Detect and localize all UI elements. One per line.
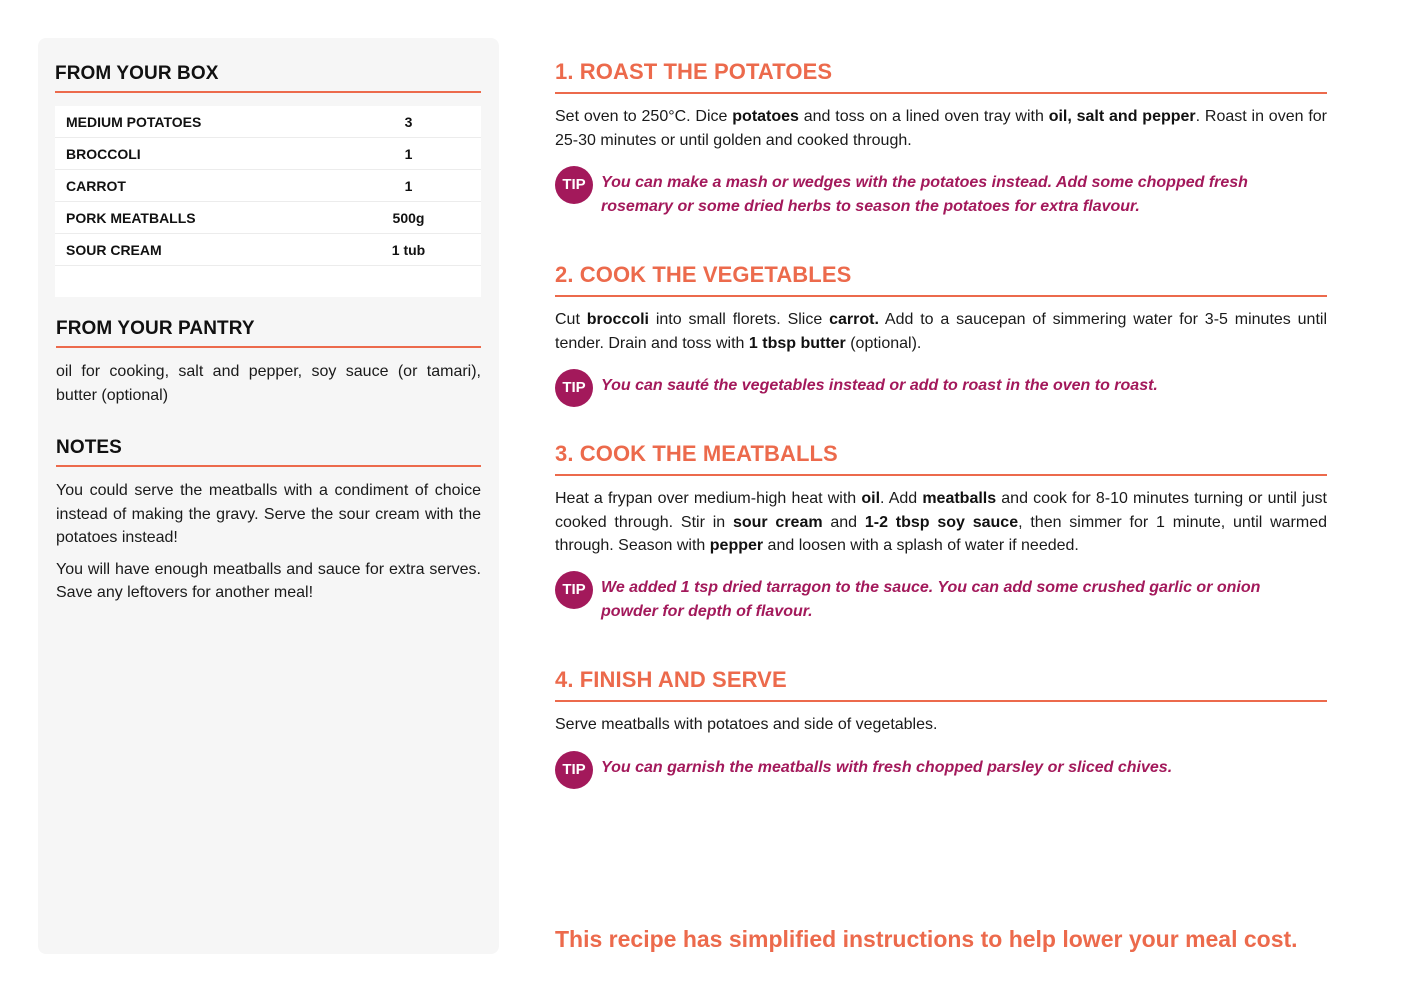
bold-ingredient-text: meatballs: [922, 490, 997, 507]
bold-ingredient-text: 1 tbsp butter: [748, 334, 846, 352]
footer-note: This recipe has simplified instructions to help lower your meal cost.: [555, 926, 1298, 952]
tip-text: You can make a mash or wedges with the potatoes instead. Add some chopped fresh rosemary or some dried herbs to season the potatoes for extra flavour.: [601, 174, 1248, 215]
table-row: [55, 202, 481, 234]
tip-text: You can garnish the meatballs with fresh chopped parsley or sliced chives.: [601, 759, 1173, 776]
ingredient-quantity: 500g: [336, 202, 481, 234]
table-row: [55, 138, 481, 170]
instruction-text: and cook for 8-10 minutes turning or until just cooked through. Stir in: [555, 490, 1328, 531]
instruction-text: (optional).: [845, 334, 922, 352]
tip-icon: TIP: [555, 571, 593, 609]
bold-ingredient-text: oil, salt and pepper: [1048, 108, 1196, 125]
ingredient-quantity: 1: [336, 170, 481, 202]
step-2-heading: 2. COOK THE VEGETABLES: [555, 262, 1327, 297]
instruction-text: Set oven to 250°C. Dice: [555, 108, 733, 125]
step-2-body: [555, 308, 1327, 355]
bold-ingredient-text: broccoli: [586, 311, 649, 328]
instruction-text: and: [822, 513, 865, 531]
pantry-items: oil for cooking, salt and pepper, soy sauce (or tamari), butter (optional): [56, 363, 481, 404]
from-your-box-heading: FROM YOUR BOX: [55, 63, 481, 93]
ingredient-name: MEDIUM POTATOES: [55, 106, 336, 138]
instruction-text: into small florets. Slice: [649, 311, 830, 328]
step-4-heading: 4. FINISH AND SERVE: [555, 667, 1327, 702]
ingredient-quantity: 1 tub: [336, 234, 481, 266]
tip-text: You can sauté the vegetables instead or add to roast in the oven to roast.: [601, 377, 1158, 394]
from-your-pantry-heading: FROM YOUR PANTRY: [56, 318, 481, 348]
ingredient-name: SOUR CREAM: [55, 234, 336, 266]
notes-text: [56, 479, 481, 613]
notes-paragraph: You will have enough meatballs and sauce for extra serves. Save any leftovers for another meal!: [56, 560, 481, 601]
bold-ingredient-text: carrot.: [829, 311, 879, 328]
ingredient-name: PORK MEATBALLS: [55, 202, 336, 234]
table-row: [55, 234, 481, 266]
tip-text: We added 1 tsp dried tarragon to the sauce. You can add some crushed garlic or onion powder for depth of flavour.: [601, 579, 1261, 620]
bold-ingredient-text: potatoes: [732, 108, 799, 125]
table-row: [55, 170, 481, 202]
pantry-text: [56, 360, 481, 415]
step-3-body: [555, 487, 1327, 558]
instruction-text: Cut: [555, 311, 587, 328]
ingredient-name: CARROT: [55, 170, 336, 202]
step-4-body: [555, 713, 1327, 737]
step-3-heading: 3. COOK THE MEATBALLS: [555, 441, 1327, 476]
empty-cell: [55, 266, 336, 298]
instruction-text: Heat a frypan over medium-high heat with: [555, 490, 862, 507]
instruction-text: . Roast in oven for 25-30 minutes or until golden and cooked through.: [555, 108, 1327, 149]
bold-ingredient-text: 1-2 tbsp soy sauce: [864, 513, 1019, 531]
table-row: [55, 106, 481, 138]
ingredients-table: [55, 106, 481, 297]
notes-paragraph: You could serve the meatballs with a condiment of choice instead of making the gravy. Serve the sour cream with the potatoes instead!: [56, 482, 481, 546]
ingredient-quantity: 3: [336, 106, 481, 138]
ingredient-name: BROCCOLI: [55, 138, 336, 170]
tip-icon: TIP: [555, 751, 593, 789]
instruction-text: . Add: [880, 490, 923, 507]
instruction-text: Serve meatballs with potatoes and side of vegetables.: [555, 716, 938, 733]
ingredients-panel: [38, 38, 499, 954]
step-1-body: [555, 105, 1327, 152]
empty-cell: [336, 266, 481, 298]
instruction-text: , then simmer for 1 minute, until warmed through. Season with: [555, 513, 1328, 554]
step-1-heading: 1. ROAST THE POTATOES: [555, 59, 1327, 94]
bold-ingredient-text: pepper: [709, 537, 764, 554]
ingredient-quantity: 1: [336, 138, 481, 170]
notes-heading: NOTES: [56, 437, 481, 467]
bold-ingredient-text: oil: [861, 490, 881, 507]
tip-icon: TIP: [555, 369, 593, 407]
instruction-text: and loosen with a splash of water if needed.: [763, 537, 1079, 554]
bold-ingredient-text: sour cream: [732, 513, 823, 531]
instruction-text: and toss on a lined oven tray with: [798, 108, 1049, 125]
tip-icon: TIP: [555, 166, 593, 204]
table-row-empty: [55, 266, 481, 298]
instruction-text: Add to a saucepan of simmering water for 3-5 minutes until tender. Drain and toss with: [555, 311, 1328, 352]
